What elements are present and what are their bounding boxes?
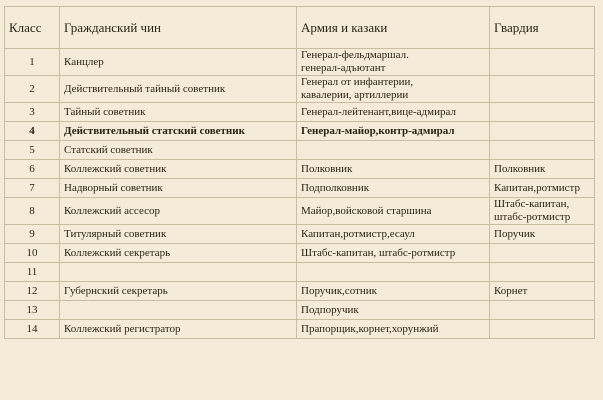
- civil-rank-cell: Статский советник: [60, 141, 297, 160]
- guard-rank-cell: [490, 49, 595, 76]
- table-row: [5, 198, 595, 225]
- army-rank-cell: [297, 122, 490, 141]
- class-number-cell: 4: [5, 122, 60, 141]
- class-number-cell: 12: [5, 282, 60, 301]
- class-number-cell: 6: [5, 160, 60, 179]
- army-rank-line: Поручик,сотник: [301, 284, 377, 297]
- army-rank-line: Прапорщик,корнет,хорунжий: [301, 322, 439, 335]
- civil-rank-cell: Губернский секретарь: [60, 282, 297, 301]
- table-header-row: [5, 7, 595, 49]
- army-rank-cell: [297, 263, 490, 282]
- guard-rank-line: Поручик: [494, 227, 536, 240]
- table-row: [5, 179, 595, 198]
- class-number-cell: 13: [5, 301, 60, 320]
- table-body: [5, 49, 595, 339]
- civil-rank-cell: Коллежский ассесор: [60, 198, 297, 225]
- table-row: [5, 244, 595, 263]
- army-rank-line: генерал-адъютант: [301, 62, 386, 74]
- table-of-ranks: [4, 6, 595, 339]
- civil-rank-cell: Тайный советник: [60, 103, 297, 122]
- guard-rank-line: Корнет: [494, 284, 528, 297]
- header-class: Класс: [5, 7, 60, 49]
- guard-rank-cell: [490, 263, 595, 282]
- guard-rank-cell: [490, 141, 595, 160]
- guard-rank-cell: [490, 179, 595, 198]
- army-rank-cell: [297, 141, 490, 160]
- guard-rank-cell: [490, 282, 595, 301]
- army-rank-cell: [297, 179, 490, 198]
- civil-rank-cell: Коллежский регистратор: [60, 320, 297, 339]
- guard-rank-cell: [490, 320, 595, 339]
- table-row: [5, 320, 595, 339]
- guard-rank-cell: [490, 301, 595, 320]
- army-rank-cell: [297, 244, 490, 263]
- table-row: [5, 160, 595, 179]
- header-army-cossacks: Армия и казаки: [297, 7, 490, 49]
- table-row: [5, 263, 595, 282]
- civil-rank-cell: Коллежский советник: [60, 160, 297, 179]
- army-rank-cell: [297, 198, 490, 225]
- guard-rank-cell: [490, 225, 595, 244]
- guard-rank-line: Штабс-капитан,: [494, 198, 570, 210]
- header-guard: Гвардия: [490, 7, 595, 49]
- army-rank-cell: [297, 49, 490, 76]
- civil-rank-cell: Титулярный советник: [60, 225, 297, 244]
- army-rank-cell: [297, 320, 490, 339]
- class-number-cell: 5: [5, 141, 60, 160]
- table-row: [5, 103, 595, 122]
- table-row: [5, 282, 595, 301]
- guard-rank-cell: [490, 122, 595, 141]
- civil-rank-cell: Надворный советник: [60, 179, 297, 198]
- guard-rank-line: Полковник: [494, 162, 546, 175]
- class-number-cell: 2: [5, 76, 60, 103]
- class-number-cell: 7: [5, 179, 60, 198]
- army-rank-cell: [297, 225, 490, 244]
- army-rank-line: Подпоручик: [301, 303, 359, 316]
- civil-rank-cell: Действительный статский советник: [60, 122, 297, 141]
- guard-rank-line: Капитан,ротмистр: [494, 181, 580, 194]
- army-rank-line: Генерал-лейтенант,вице-адмирал: [301, 105, 456, 118]
- army-rank-line: Генерал от инфантерии,: [301, 76, 414, 88]
- guard-rank-cell: [490, 244, 595, 263]
- civil-rank-cell: [60, 301, 297, 320]
- class-number-cell: 3: [5, 103, 60, 122]
- army-rank-line: Майор,войсковой старшина: [301, 204, 432, 217]
- civil-rank-cell: Действительный тайный советник: [60, 76, 297, 103]
- table-row: [5, 122, 595, 141]
- header-civil-rank: Гражданский чин: [60, 7, 297, 49]
- army-rank-line: Подполковник: [301, 181, 370, 194]
- army-rank-cell: [297, 103, 490, 122]
- army-rank-cell: [297, 76, 490, 103]
- army-rank-line: Генерал-фельдмаршал.: [301, 49, 409, 61]
- army-rank-cell: [297, 282, 490, 301]
- civil-rank-cell: [60, 263, 297, 282]
- class-number-cell: 1: [5, 49, 60, 76]
- class-number-cell: 9: [5, 225, 60, 244]
- class-number-cell: 10: [5, 244, 60, 263]
- guard-rank-cell: [490, 198, 595, 225]
- guard-rank-cell: [490, 103, 595, 122]
- table-row: [5, 301, 595, 320]
- army-rank-line: Капитан,ротмистр,есаул: [301, 227, 415, 240]
- army-rank-line: Генерал-майор,контр-адмирал: [301, 124, 455, 137]
- army-rank-line: Штабс-капитан, штабс-ротмистр: [301, 246, 456, 259]
- guard-rank-cell: [490, 160, 595, 179]
- civil-rank-cell: Канцлер: [60, 49, 297, 76]
- guard-rank-cell: [490, 76, 595, 103]
- table-row: [5, 76, 595, 103]
- class-number-cell: 14: [5, 320, 60, 339]
- table-row: [5, 49, 595, 76]
- table-row: [5, 225, 595, 244]
- table-row: [5, 141, 595, 160]
- army-rank-cell: [297, 160, 490, 179]
- civil-rank-cell: Коллежский секретарь: [60, 244, 297, 263]
- class-number-cell: 8: [5, 198, 60, 225]
- army-rank-line: кавалерии, артиллерии: [301, 89, 409, 101]
- guard-rank-line: штабс-ротмистр: [494, 211, 571, 223]
- class-number-cell: 11: [5, 263, 60, 282]
- army-rank-line: Полковник: [301, 162, 353, 175]
- army-rank-cell: [297, 301, 490, 320]
